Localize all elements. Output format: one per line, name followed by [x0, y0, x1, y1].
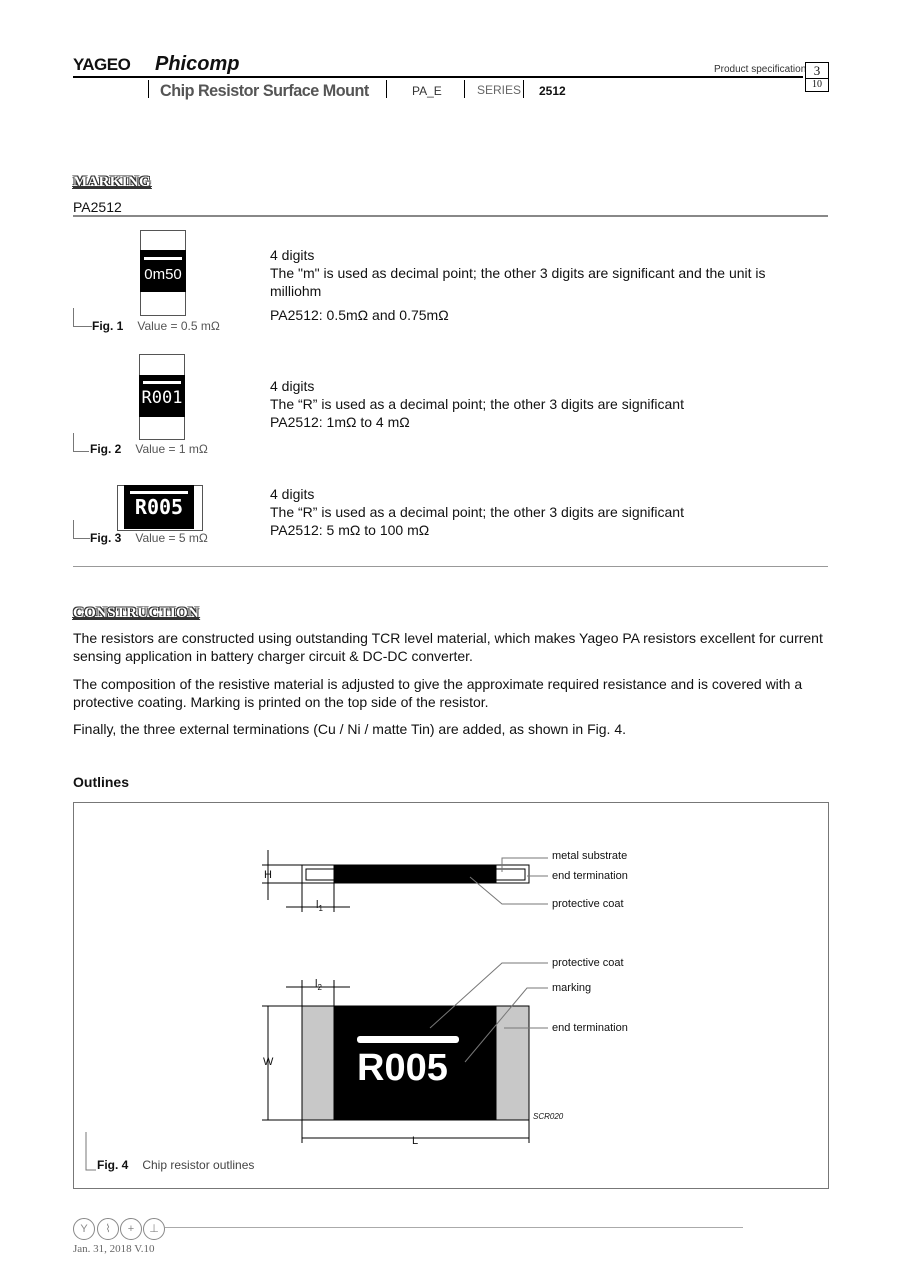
outlines-heading: Outlines — [73, 774, 130, 790]
label-end-termination-top: end termination — [552, 1022, 628, 1034]
fig4-number: Fig. 4 — [97, 1158, 129, 1172]
desc3-line1: 4 digits — [270, 486, 315, 502]
label-protective-coat: protective coat — [552, 898, 624, 910]
desc2-line1: 4 digits — [270, 378, 315, 394]
footer-date: Jan. 31, 2018 V.10 — [73, 1243, 155, 1255]
desc2-line2: The “R” is used as a decimal point; the other 3 digits are significant — [270, 396, 684, 412]
marking-subheading: PA2512 — [73, 199, 122, 215]
drawing-code: SCR020 — [533, 1112, 564, 1121]
footer-icon-3: + — [120, 1218, 142, 1240]
label-end-termination: end termination — [552, 870, 628, 882]
fig3-value: Value = 5 mΩ — [135, 531, 208, 545]
desc2-line3: PA2512: 1mΩ to 4 mΩ — [270, 414, 410, 430]
desc3-line2: The “R” is used as a decimal point; the other 3 digits are significant — [270, 504, 684, 520]
desc1-line3: PA2512: 0.5mΩ and 0.75mΩ — [270, 307, 449, 323]
fig1-number: Fig. 1 — [92, 319, 124, 333]
fig4-label — [97, 1158, 254, 1172]
dim-l2-sub: 2 — [317, 983, 322, 993]
desc1-line1: 4 digits — [270, 247, 315, 263]
doc-type: Product specification — [714, 64, 807, 75]
chip-fig3-text: R005 — [134, 495, 184, 519]
series-value: 2512 — [539, 84, 566, 98]
fig2-value: Value = 1 mΩ — [135, 442, 208, 456]
dim-l2-label — [315, 978, 322, 992]
dim-l2-letter: l — [315, 978, 318, 990]
top-right-termination — [496, 1006, 529, 1120]
label-metal-substrate: metal substrate — [552, 850, 628, 862]
footer-icon-1: Y — [73, 1218, 95, 1240]
construction-p2: The composition of the resistive material is adjusted to give the approximate required resistance and is covered with a protective coating. Marking is printed on the top side of the resistor. — [73, 676, 803, 710]
fig2-number: Fig. 2 — [90, 442, 122, 456]
top-chip-text: R005 — [357, 1047, 448, 1089]
dim-h-label: H — [264, 869, 272, 881]
footer-icon-2: ⌇ — [97, 1218, 119, 1240]
fig3-number: Fig. 3 — [90, 531, 122, 545]
side-right-inner — [496, 869, 525, 880]
footer-icon-4: ⊥ — [143, 1218, 165, 1240]
construction-p1: The resistors are constructed using outstanding TCR level material, which makes Yageo PA resistors excellent for current sensing application in battery charger circuit & DC-DC converter. — [73, 630, 823, 664]
side-view-body — [302, 865, 529, 883]
chip-fig1-text: 0m50 — [144, 266, 182, 283]
dim-l1-sub: 1 — [318, 904, 323, 914]
label-marking: marking — [552, 982, 592, 994]
dim-l-label: L — [412, 1135, 419, 1147]
label-protective-coat-top: protective coat — [552, 957, 624, 969]
yageo-logo: YAGEO — [73, 55, 131, 74]
fig1-value: Value = 0.5 mΩ — [137, 319, 220, 333]
series-label: SERIES — [477, 83, 522, 97]
footer-rule — [165, 1227, 743, 1228]
fig4-bracket — [86, 1132, 96, 1170]
desc3-line3: PA2512: 5 mΩ to 100 mΩ — [270, 522, 430, 538]
desc1-line2: The "m" is used as decimal point; the other 3 digits are significant and the unit is milliohm — [270, 265, 766, 299]
chip-fig2-text: R001 — [141, 388, 183, 408]
fig4-caption: Chip resistor outlines — [142, 1158, 255, 1172]
dim-w-label: W — [263, 1056, 274, 1068]
dim-l1-letter: l — [316, 899, 319, 911]
page-number: 3 — [806, 63, 828, 79]
dim-l1-label — [316, 899, 323, 913]
product-name: PA_E — [412, 84, 442, 98]
construction-heading: CONSTRUCTION — [73, 605, 200, 621]
page-title: Chip Resistor Surface Mount — [160, 81, 369, 100]
marking-heading: MARKING — [73, 174, 151, 190]
top-marking-bar — [357, 1036, 459, 1043]
total-pages: 10 — [812, 79, 822, 90]
side-left-inner — [306, 869, 334, 880]
construction-p3: Finally, the three external terminations (Cu / Ni / matte Tin) are added, as shown in Fig. 4. — [73, 721, 626, 737]
top-left-termination — [302, 1006, 334, 1120]
phicomp-logo: Phicomp — [155, 53, 240, 75]
